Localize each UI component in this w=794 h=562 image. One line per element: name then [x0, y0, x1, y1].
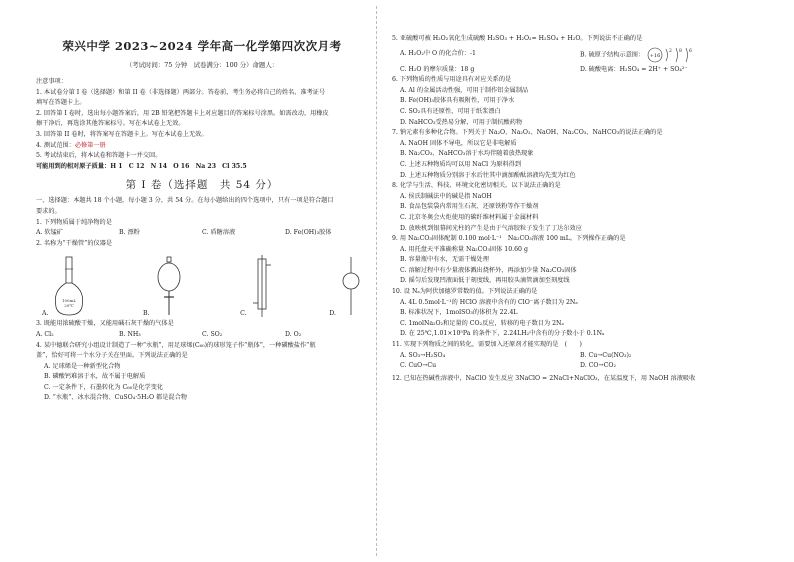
q1-options — [36, 228, 368, 239]
atom-structure-icon — [646, 46, 698, 64]
q5-option: D. 硫酸电离：H₂SO₄ = 2H⁺ + SO₄²⁻ — [580, 65, 688, 73]
q1-option: C. 盾糖溶液 — [202, 229, 236, 237]
q9-option: A. 用托盘天平准确称量 Na₂CO₃固体 10.60 g — [400, 245, 528, 253]
q5-options-row2 — [392, 65, 760, 76]
q6-stem: 6. 下列物质的性质与用途具有对应关系的是 — [392, 76, 512, 84]
q1-option: B. 漂粉 — [119, 229, 140, 237]
exam-title: 荣兴中学 2023~2024 学年高一化学第四次次月考 — [62, 39, 342, 53]
flask-capacity-text: 100mL — [62, 298, 77, 304]
notice-item: 5. 考试结束后，将本试卷和答题卡一并交回。 — [36, 152, 162, 160]
left-column — [0, 0, 380, 562]
section-intro: 要求的。 — [36, 207, 61, 215]
q9-option: D. 摇匀后发现凹液面低于刻度线，再用胶头滴管滴加至刻度线 — [400, 277, 570, 285]
notice-heading: 注意事项： — [36, 78, 67, 85]
q4-option: A. 足球烯是一种新型化合物 — [44, 362, 121, 370]
q7-option: D. 上述五种物质分别溶于水后往其中滴加酚酞溶液均先变为红色 — [400, 171, 576, 179]
q7-option: C. 上述五种物质均可以用 NaCl 为原料得到 — [400, 160, 522, 168]
q6-option: B. Fe(OH)₃胶体具有吸附性，可用于净水 — [400, 97, 515, 105]
right-column — [380, 0, 794, 562]
exam-meta: （考试时间：75 分钟 试卷满分：100 分）命题人： — [125, 61, 279, 69]
q8-option: B. 食品包装袋内常用生石灰、还原铁粉等作干燥剂 — [400, 203, 539, 211]
section-intro: 一、选择题：本题共 18 个小题，每小题 3 分，共 54 分。在每小题给出的四个选项中，只有一项是符合题目 — [36, 197, 334, 205]
flask-temperature-text: 20℃ — [64, 303, 75, 309]
q11-option: B. Cu→Cu(NO₃)₂ — [580, 351, 632, 359]
q1-option: A. 软锰矿 — [36, 229, 63, 237]
q11-options-row1 — [392, 351, 760, 362]
atomic-mass-line: 可能用到的相对原子质量：H 1 C 12 N 14 O 16 Na 23 Cl 35.5 — [36, 162, 247, 170]
q10-option: C. 1molNa₂O₂和足量的 CO₂反应，转移的电子数目为 2Nₐ — [400, 319, 564, 327]
q11-option: D. CO→CO₂ — [580, 362, 616, 370]
q2-stem: 2. 名称为“干燥管”的仪器是 — [36, 239, 113, 247]
q7-option: B. Na₂CO₃、NaHCO₃溶于水均伴随着放热现象 — [400, 150, 534, 158]
q5-options-row1 — [392, 45, 760, 65]
notice-item-scope — [36, 141, 368, 152]
q11-option: C. CuO→Cu — [400, 362, 437, 370]
condenser-tube-icon — [251, 255, 273, 317]
notice-scope-label: 4. 测试范围： — [36, 141, 75, 149]
q2-option-a — [42, 255, 86, 317]
q2-option-label: D. — [329, 310, 336, 318]
q1-stem: 1. 下列物质属于纯净物的是 — [36, 218, 112, 226]
q12-stem: 12. 已知在热碱性溶液中，NaClO 发生反应 3NaClO = 2NaCl+NaClO₃，在某温度下，用 NaOH 溶液吸收 — [392, 374, 696, 382]
q6-option: D. NaHCO₃受热易分解，可用于制抗酸药物 — [400, 118, 523, 126]
q5-option: A. H₂O₂中 O 的化合价：-1 — [400, 50, 476, 58]
q4-option: B. 磷酸钙难溶于水，故不属于电解质 — [44, 373, 146, 381]
q4-option: D. “水瓶”、冰水混合物、CuSO₄·5H₂O 都是混合物 — [44, 394, 187, 402]
q6-option: A. Al 的金属活动性强，可用于制作铝金属制品 — [400, 86, 529, 94]
q11-stem: 11. 实现下列物质之间的转化，需要加入还原剂才能实现的是 ( ) — [392, 341, 582, 349]
q4-stem: 盖”，恰好可将一个水分子关在里面。下列说法正确的是 — [36, 352, 188, 360]
volumetric-flask-icon — [52, 255, 86, 317]
q5-option: C. H₂O 的摩尔质量：18 g — [400, 65, 475, 73]
q5-option-b-text: B. 硫原子结构示意图： — [580, 51, 645, 59]
q8-option: C. 北京冬奥会火炬使用的碳纤维材料属于金属材料 — [400, 213, 539, 221]
q9-option: C. 溶解过程中有少量液体溅出烧杯外，再添加少量 Na₂CO₃固体 — [400, 266, 577, 274]
notice-scope-value: 必修第一册 — [74, 141, 106, 149]
q4-stem: 4. 某中德联合研究小组设计制造了一种“水瓶”，用足球烯(C₆₀)的球形笼子作“瓶体”，一种磷酸盐作“瓶 — [36, 341, 316, 349]
q3-stem: 3. 既能用浓硫酸干燥，又能用碱石灰干燥的气体是 — [36, 320, 174, 328]
q2-apparatus-row — [36, 251, 368, 317]
q10-stem: 10. 设 Nₐ为阿伏加德罗常数的值。下列说法正确的是 — [392, 288, 538, 296]
notice-item: 1. 本试卷分第 I 卷（选择题）和第 II 卷（非选择题）两部分。答卷前，考生务必将自己的姓名、准考证号 — [36, 88, 326, 96]
q3-option: C. SO₂ — [202, 330, 223, 338]
q2-option-label: C. — [240, 310, 247, 318]
atom-nucleus-charge: +16 — [649, 52, 661, 59]
q9-option: B. 容量瓶中有水，无需干燥处理 — [400, 256, 489, 264]
q2-option-label: A. — [42, 310, 49, 318]
q11-options-row2 — [392, 361, 760, 372]
q10-option: D. 在 25℃,1.01×10⁵Pa 的条件下，2.24LH₂中含有的分子数小于 0.1Nₐ — [400, 330, 605, 338]
notice-item: 填写在答题卡上。 — [36, 99, 86, 107]
atom-shell-electrons: 2 — [669, 48, 673, 54]
q10-option: B. 标准状况下，1molSO₃的体积为 22.4L — [400, 309, 518, 317]
notice-item: 擦干净后，再选涂其他答案标号。写在本试卷上无效。 — [36, 120, 185, 128]
atom-shell-electrons: 8 — [679, 48, 683, 54]
q4-option: C. 一定条件下，石墨转化为 C₆₀是化学变化 — [44, 383, 164, 391]
q2-option-d — [329, 255, 362, 317]
q9-stem: 9. 用 Na₂CO₃固体配制 0.100 mol·L⁻¹ Na₂CO₃溶液 100 mL。下列操作正确的是 — [392, 235, 626, 243]
q2-option-label: B. — [143, 310, 150, 318]
q10-option: A. 4L 0.5mol·L⁻¹的 HClO 溶液中含有的 ClO⁻离子数目为 2Nₐ — [400, 298, 578, 306]
q7-option: A. NaOH 固体不导电，所以它是非电解质 — [400, 139, 517, 147]
q8-option: D. 放映机到银幕间光柱的产生是由于气溶胶粒子发生了丁达尔效应 — [400, 224, 582, 232]
q3-options — [36, 330, 368, 341]
notice-item: 2. 回答第 I 卷时，选出每小题答案后，用 2B 铅笔把答题卡上对应题目的答案标号涂黑。如需改动，用橡皮 — [36, 109, 329, 117]
notice-item: 3. 回答第 II 卷时，将答案写在答题卡上。写在本试卷上无效。 — [36, 130, 208, 138]
q3-option: D. O₂ — [285, 330, 302, 338]
q8-option: A. 侯氏制碱法中的碱是指 NaOH — [400, 192, 492, 200]
q1-option: D. Fe(OH)₃胶体 — [285, 229, 332, 237]
q5-stem: 5. 亚硫酸可被 H₂O₂氧化生成硫酸 H₂SO₃ + H₂O₂= H₂SO₄ + H₂O。下列说法不正确的是 — [392, 35, 643, 42]
drying-tube-icon — [340, 255, 362, 317]
q6-option: C. SO₂具有还原性，可用于纸浆漂白 — [400, 107, 501, 115]
q11-option: A. SO₃→H₂SO₄ — [400, 351, 446, 359]
section-heading: 第 I 卷（选择题 共 54 分） — [125, 179, 279, 192]
separatory-funnel-icon — [154, 255, 184, 317]
atom-shell-electrons: 6 — [689, 48, 693, 54]
q5-option-b — [580, 46, 760, 64]
q3-option: B. NH₃ — [119, 330, 141, 338]
q2-option-c — [240, 255, 272, 317]
q3-option: A. Cl₂ — [36, 330, 54, 338]
q2-option-b — [143, 255, 184, 317]
q7-stem: 7. 钠元素有多种化合物。下列关于 Na₂O、Na₂O₂、NaOH、Na₂CO₃、NaHCO₃的说法正确的是 — [392, 129, 663, 137]
sulfur-atom-diagram — [646, 46, 736, 64]
q8-stem: 8. 化学与生活、科技、环境文化密切相关。以下说法正确的是 — [392, 182, 561, 190]
